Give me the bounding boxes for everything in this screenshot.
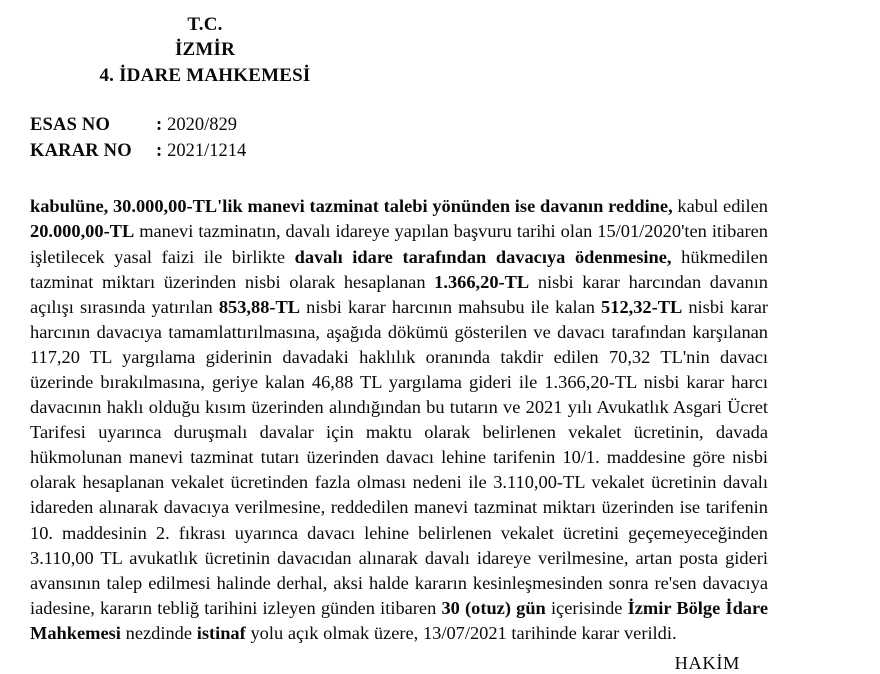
decision-body-text <box>0 194 880 646</box>
court-header <box>0 0 410 88</box>
decision-text-span: nezdinde <box>120 622 197 643</box>
court-header-line-city: İZMİR <box>174 39 236 61</box>
esas-no-value: 2020/829 <box>167 114 238 135</box>
decision-text-span: nisbi karar harcının davacıya tamamlattırılmasına, aşağıda dökümü gösterilen ve davacı tarafından karşılanan 117,20 TL yargılama giderinin davadaki haklılık oranında takdir edilen 70,32 TL'nin davacı üzerinde bırakılmasına, geriye kalan 46,88 TL yargılama gideri ile 1.366,20-TL nisbi karar harcı davacının haklı olduğu kısım üzerinden alındığından bu tutarın ve 2021 yılı Avukatlık Asgari Ücret Tarifesi uyarınca duruşmalı davalar için maktu olarak belirlenen vekalet ücretinin, davada hükmolunan manevi tazminat tutarı üzerinden davacı lehine tarifenin 10/1. maddesine göre nisbi olarak hesaplanan vekalet ücretinden fazla olması nedeni ile 3.110,00-TL vekalet ücretinin davalı idareden alınarak davacıya verilmesine, reddedilen manevi tazminat miktarı üzerinden ise tarifenin 10. maddesinin 2. fıkrası uyarınca davacı lehine belirlenen vekalet ücretini geçemeyeceğinden 3.110,00 TL avukatlık ücretinin davacıdan alınarak davalı idareye verilmesine, artan posta gideri avansının talep edilmesi halinde derhal, aksi halde kararın kesinleşmesinden sonra re'sen davacıya iadesine, kararın tebliğ tarihini izleyen günden itibaren <box>30 296 768 618</box>
decision-emphasis-span: davalı idare tarafından davacıya ödenmesine, <box>294 246 672 267</box>
case-row-karar <box>30 138 880 164</box>
decision-text-span: hükmedilen tazminat miktarı üzerinden nisbi olarak hesaplanan <box>30 246 768 292</box>
judge-signature-title: HAKİM <box>674 653 740 674</box>
court-header-line-republic: T.C. <box>187 14 223 35</box>
decision-text-span: içerisinde <box>545 597 628 618</box>
esas-no-colon: : <box>156 114 163 135</box>
decision-text-span: nisbi karar harcından davanın açılışı sırasında yatırılan <box>30 271 768 317</box>
case-row-esas <box>30 112 880 138</box>
decision-text-span: kabul edilen <box>672 196 768 217</box>
decision-emphasis-span: istinaf <box>196 622 246 643</box>
decision-emphasis-span: 30 (otuz) gün <box>441 597 546 618</box>
decision-text-span: yolu açık olmak üzere, 13/07/2021 tarihinde karar verildi. <box>245 622 677 643</box>
esas-no-label: ESAS NO <box>30 114 111 135</box>
court-header-line-court: 4. İDARE MAHKEMESİ <box>99 64 311 86</box>
decision-emphasis-span: 20.000,00-TL <box>30 221 135 242</box>
decision-emphasis-span: 1.366,20-TL <box>434 271 530 292</box>
decision-emphasis-span: İzmir Bölge İdare Mahkemesi <box>30 597 768 643</box>
decision-emphasis-span: 512,32-TL <box>601 296 683 317</box>
decision-text-span: manevi tazminatın, davalı idareye yapılan başvuru tarihi olan 15/01/2020'ten itibaren işletilecek yasal faizi ile birlikte <box>30 221 768 267</box>
decision-emphasis-span: kabulüne, 30.000,00-TL'lik manevi tazminat talebi yönünden ise davanın reddine, <box>30 196 673 217</box>
case-number-block <box>0 112 880 165</box>
decision-text-span: nisbi karar harcının mahsubu ile kalan <box>300 296 602 317</box>
karar-no-label: KARAR NO <box>30 141 132 162</box>
decision-emphasis-span: 853,88-TL <box>218 296 301 317</box>
karar-no-value: 2021/1214 <box>167 141 247 162</box>
karar-no-colon: : <box>156 141 163 162</box>
